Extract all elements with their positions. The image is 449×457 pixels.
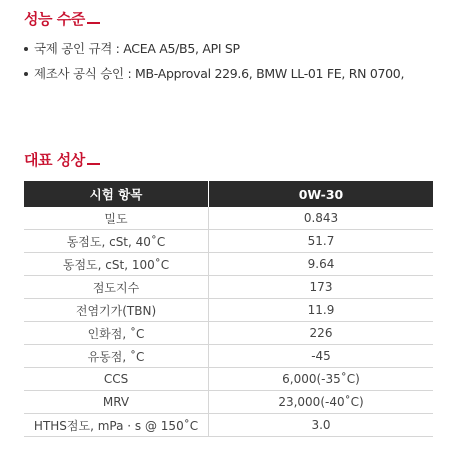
table-row <box>24 391 433 414</box>
table-header-row <box>24 181 433 207</box>
table-row <box>24 299 433 322</box>
table-cell-value: 6,000(-35˚C) <box>209 368 434 391</box>
list-item <box>24 63 404 88</box>
table-cell-test-item: 인화점, ˚C <box>24 322 209 345</box>
table-cell-value: 3.0 <box>209 414 434 437</box>
table-cell-value: 9.64 <box>209 253 434 276</box>
table-cell-value: 51.7 <box>209 230 434 253</box>
table-cell-test-item: CCS <box>24 368 209 391</box>
table-cell-value: 226 <box>209 322 434 345</box>
table-row <box>24 207 433 230</box>
table-cell-value: 0.843 <box>209 207 434 230</box>
table-cell-test-item: 밀도 <box>24 207 209 230</box>
table-row <box>24 345 433 368</box>
table-row <box>24 322 433 345</box>
table-row <box>24 368 433 391</box>
typical-properties-table <box>24 181 433 437</box>
table-cell-test-item: 점도지수 <box>24 276 209 299</box>
table-row <box>24 276 433 299</box>
table-row <box>24 230 433 253</box>
table-cell-test-item: 동점도, cSt, 100˚C <box>24 253 209 276</box>
list-item <box>24 38 404 63</box>
table-cell-test-item: MRV <box>24 391 209 414</box>
table-cell-value: 173 <box>209 276 434 299</box>
table-cell-value: 23,000(-40˚C) <box>209 391 434 414</box>
performance-title-text: 성능 수준 <box>24 10 85 28</box>
typical-properties-section-title <box>24 149 100 170</box>
table-cell-test-item: 전염기가(TBN) <box>24 299 209 322</box>
table-cell-test-item: 유동점, ˚C <box>24 345 209 368</box>
table-row <box>24 414 433 437</box>
table-cell-test-item: HTHS점도, mPa · s @ 150˚C <box>24 414 209 437</box>
column-header-test-item: 시험 항목 <box>24 181 209 207</box>
bullet-text-international-spec: 국제 공인 규격 : ACEA A5/B5, API SP <box>34 41 240 56</box>
performance-section-title <box>24 8 100 29</box>
performance-bullet-list <box>24 38 404 88</box>
table-cell-test-item: 동점도, cSt, 40˚C <box>24 230 209 253</box>
title-underline-mark <box>87 163 100 165</box>
table-cell-value: 11.9 <box>209 299 434 322</box>
column-header-grade: 0W-30 <box>209 181 434 207</box>
typical-title-text: 대표 성상 <box>24 151 85 169</box>
title-underline-mark <box>87 22 100 24</box>
bullet-icon <box>24 72 28 76</box>
bullet-text-oem-approval: 제조사 공식 승인 : MB-Approval 229.6, BMW LL-01 FE, RN 0700, <box>34 66 405 81</box>
bullet-icon <box>24 47 28 51</box>
table-cell-value: -45 <box>209 345 434 368</box>
table-row <box>24 253 433 276</box>
